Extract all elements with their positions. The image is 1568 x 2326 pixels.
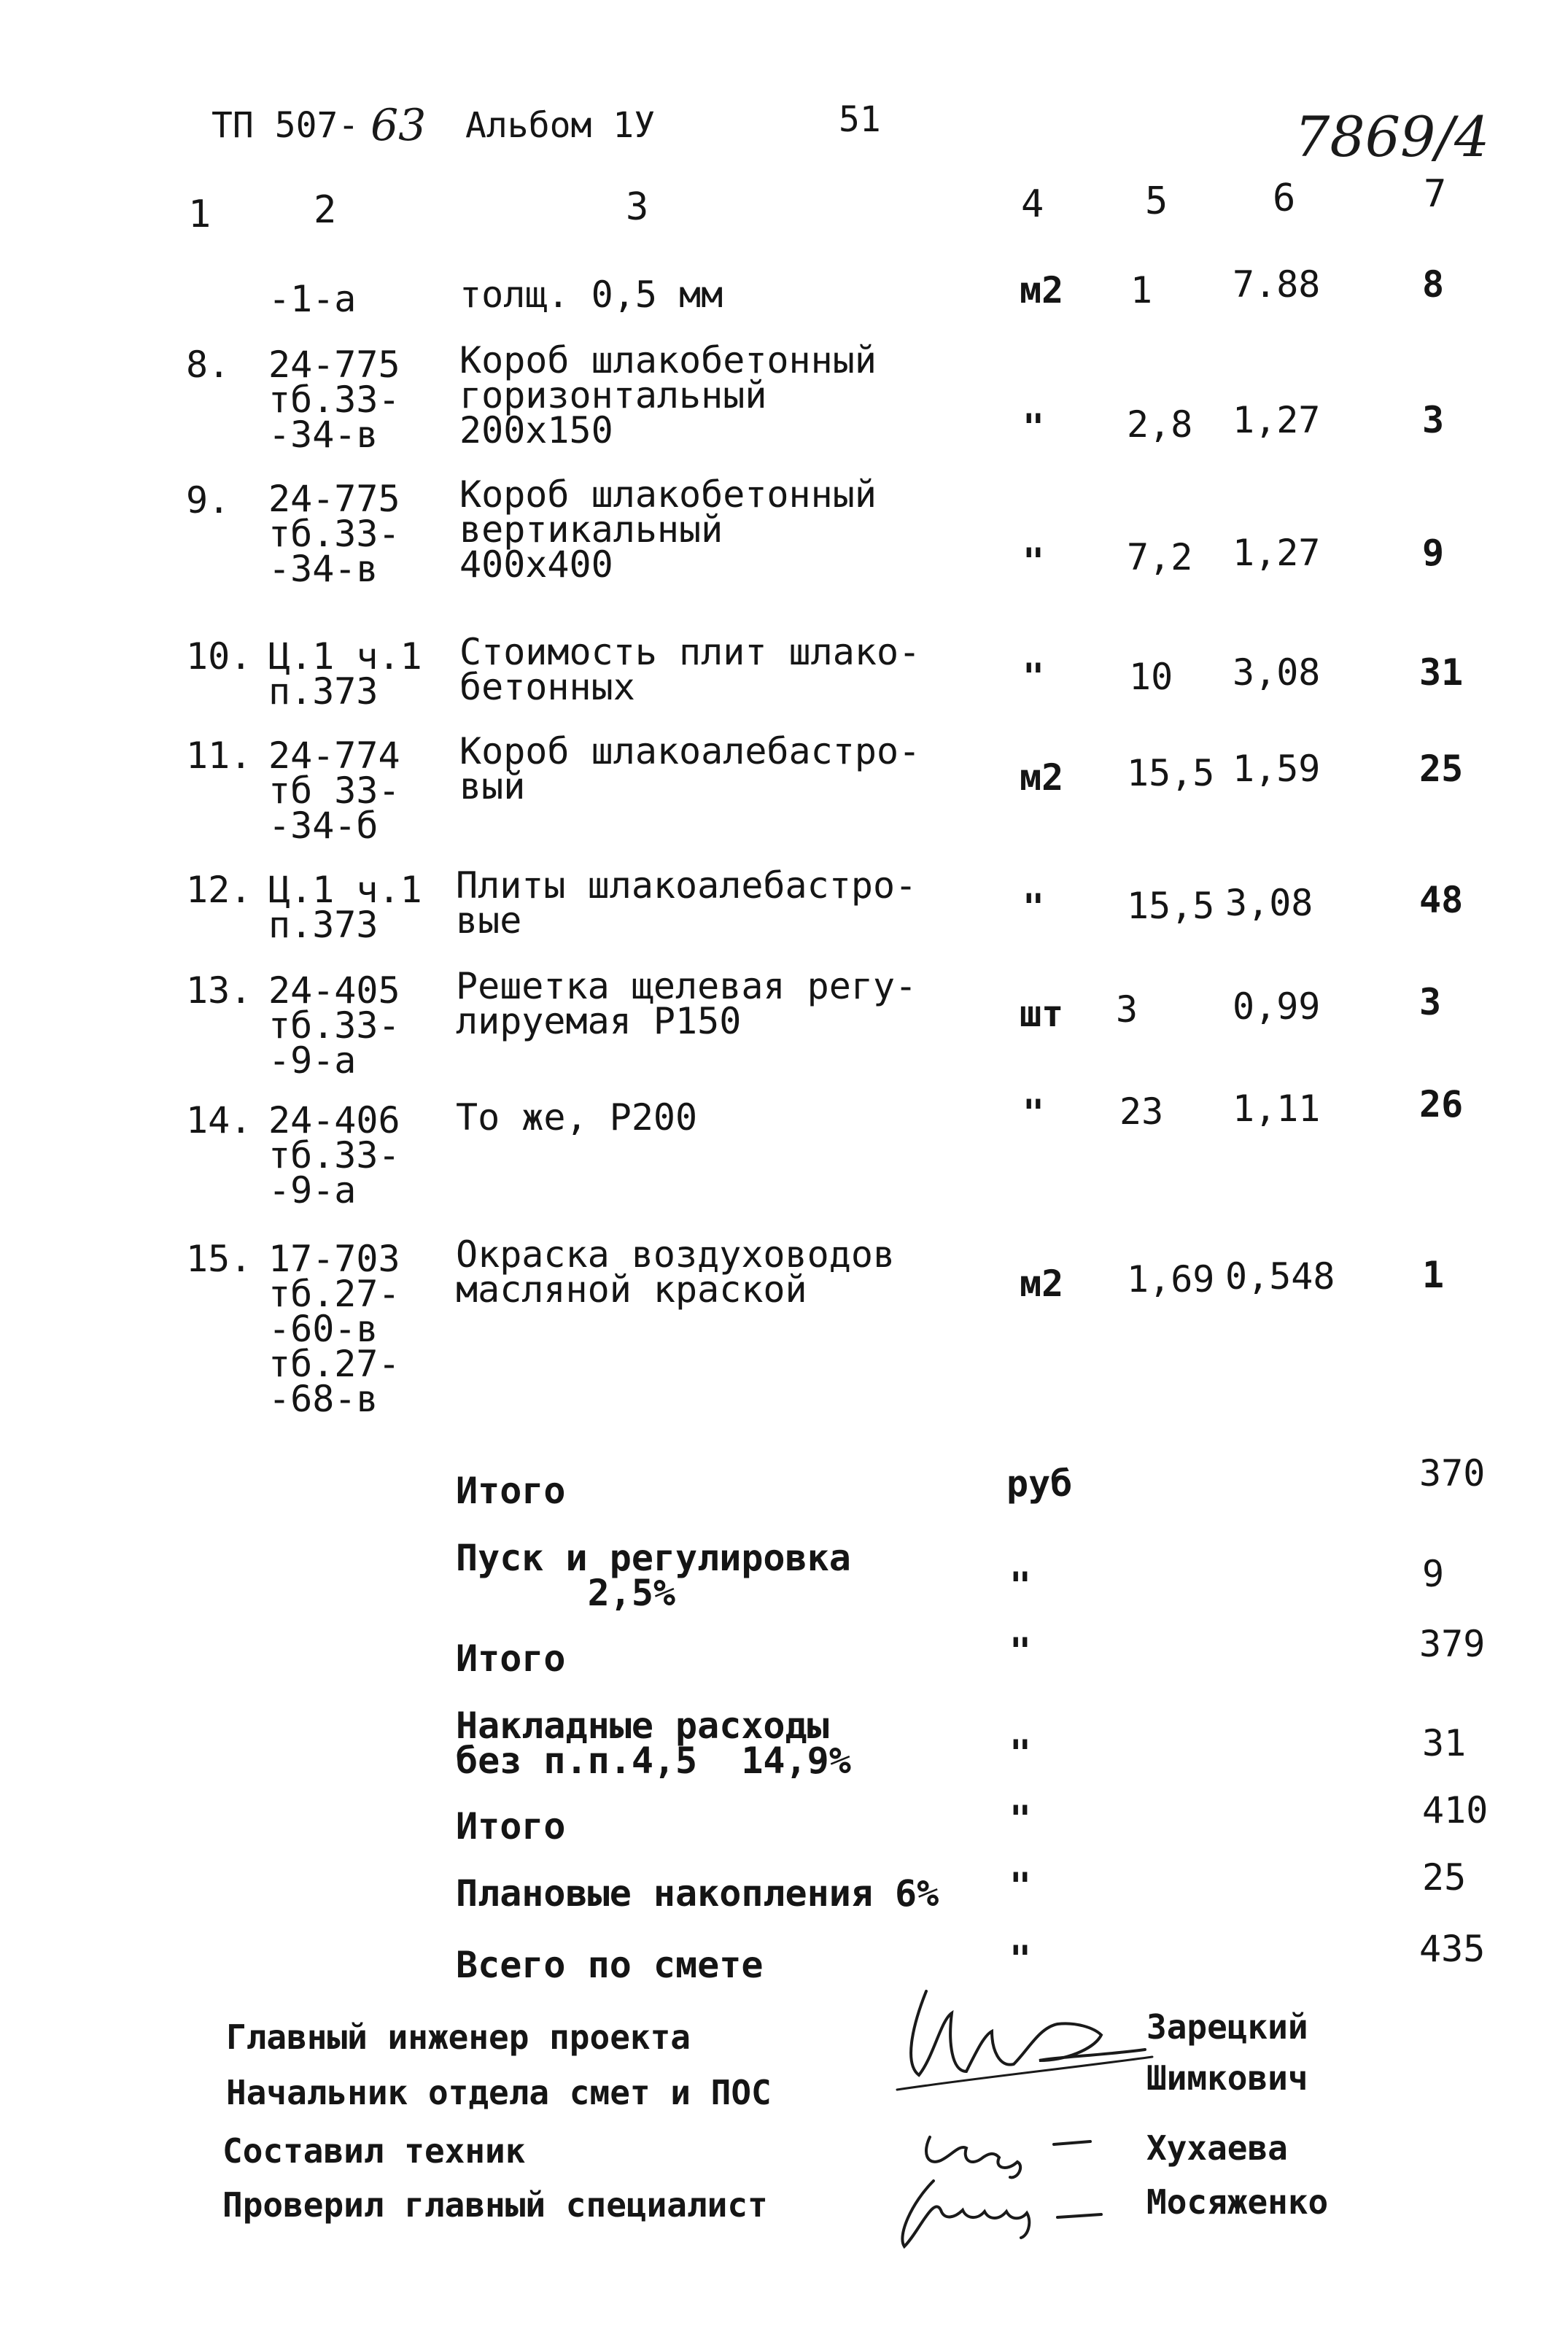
table-row-price: 1,27 xyxy=(1233,532,1321,574)
table-row-code: Ц.1 ч.1 п.373 xyxy=(268,635,422,713)
table-row-total: 31 xyxy=(1419,651,1464,694)
table-row-unit: м2 xyxy=(1020,269,1064,311)
column-header-5: 5 xyxy=(1145,179,1168,223)
table-row-number: 12. xyxy=(186,869,252,911)
table-row-total: 48 xyxy=(1419,879,1464,921)
table-row-code: 24-406 тб.33- -9-а xyxy=(268,1099,400,1212)
table-row-name: Плиты шлакоалебастро- вые xyxy=(456,864,917,942)
table-row-unit: м2 xyxy=(1020,756,1064,799)
table-row-number: 9. xyxy=(186,479,230,522)
table-row-number: 14. xyxy=(186,1099,252,1141)
table-row-qty: 10 xyxy=(1129,656,1173,698)
table-row-qty: 15,5 xyxy=(1127,752,1215,794)
column-header-7: 7 xyxy=(1424,172,1447,216)
album-title: Альбом 1У xyxy=(465,105,656,146)
table-row-price: 3,08 xyxy=(1233,651,1321,694)
total-label: Итого xyxy=(456,1470,566,1512)
table-row-unit: " xyxy=(1022,656,1045,698)
subtotal-2-label: Итого xyxy=(456,1805,566,1848)
table-row-name: Короб шлакобетонный горизонтальный 200х150 xyxy=(459,339,877,451)
doc-code: ТП 507- xyxy=(211,105,360,146)
table-row-code: 24-774 тб 33- -34-б xyxy=(268,734,400,847)
signature-role: Составил техник xyxy=(222,2131,526,2171)
table-row-total: 3 xyxy=(1422,399,1445,441)
table-row-code: -1-а xyxy=(268,278,357,320)
column-header-3: 3 xyxy=(626,185,649,229)
table-row-qty: 7,2 xyxy=(1127,536,1193,578)
column-header-2: 2 xyxy=(314,188,337,232)
table-row-name: Решетка щелевая регу- лируемая Р150 xyxy=(456,965,917,1042)
signature-role: Проверил главный специалист xyxy=(222,2185,768,2225)
table-row-qty: 15,5 xyxy=(1127,885,1215,927)
planned-savings-unit: " xyxy=(1009,1865,1032,1907)
table-row-code: 24-775 тб.33- -34-в xyxy=(268,344,400,456)
column-header-4: 4 xyxy=(1021,182,1044,226)
table-row-number: 8. xyxy=(186,344,230,386)
commissioning-value: 9 xyxy=(1422,1553,1445,1595)
commissioning-unit: " xyxy=(1009,1565,1032,1607)
grand-total-label: Всего по смете xyxy=(456,1944,764,1986)
total-value: 370 xyxy=(1419,1452,1486,1495)
table-row-price: 0,99 xyxy=(1233,985,1321,1028)
table-row-total: 26 xyxy=(1419,1083,1464,1125)
table-row-code: Ц.1 ч.1 п.373 xyxy=(268,869,422,946)
table-row-number: 15. xyxy=(186,1238,252,1280)
signature-name: Зарецкий xyxy=(1146,2007,1308,2047)
table-row-total: 8 xyxy=(1422,263,1445,306)
subtotal-label: Итого xyxy=(456,1637,566,1680)
column-header-1: 1 xyxy=(188,193,211,236)
table-row-price: 3,08 xyxy=(1225,882,1313,924)
doc-code-handwritten: 63 xyxy=(370,100,427,151)
grand-total-value: 435 xyxy=(1419,1928,1486,1970)
archive-number: 7869/4 xyxy=(1295,104,1490,169)
table-row-unit: " xyxy=(1022,1092,1045,1134)
table-row-qty: 1 xyxy=(1130,269,1153,311)
table-row-name: Короб шлакобетонный вертикальный 400х400 xyxy=(459,473,877,586)
handwritten-signature-specialist xyxy=(882,2166,1123,2254)
table-row-number: 11. xyxy=(186,734,252,777)
column-header-6: 6 xyxy=(1273,177,1296,220)
table-row-total: 3 xyxy=(1419,981,1442,1023)
signature-name: Шимкович xyxy=(1146,2058,1308,2098)
table-row-name: Короб шлакоалебастро- вый xyxy=(459,730,921,807)
table-row-unit: " xyxy=(1022,540,1045,583)
table-row-name: То же, Р200 xyxy=(456,1096,698,1139)
overhead-value: 31 xyxy=(1422,1722,1467,1764)
table-row-price: 1,11 xyxy=(1233,1088,1321,1130)
table-row-total: 9 xyxy=(1422,532,1445,574)
table-row-qty: 23 xyxy=(1119,1090,1164,1133)
subtotal-value: 379 xyxy=(1419,1623,1486,1665)
table-row-code: 24-405 тб.33- -9-а xyxy=(268,969,400,1082)
table-row-price: 7.88 xyxy=(1233,263,1321,306)
table-row-unit: м2 xyxy=(1020,1263,1064,1305)
table-row-price: 1,27 xyxy=(1233,399,1321,441)
table-row-unit: шт xyxy=(1020,993,1064,1035)
table-row-qty: 1,69 xyxy=(1127,1258,1215,1300)
table-row-qty: 3 xyxy=(1116,988,1138,1031)
table-row-code: 17-703 тб.27- -60-в тб.27- -68-в xyxy=(268,1238,400,1420)
overhead-unit: " xyxy=(1009,1732,1032,1775)
subtotal-2-unit: " xyxy=(1009,1798,1032,1840)
table-row-price: 1,59 xyxy=(1233,748,1321,790)
handwritten-signature-chief-engineer xyxy=(882,1969,1160,2093)
grand-total-unit: " xyxy=(1009,1938,1032,1980)
subtotal-2-value: 410 xyxy=(1422,1789,1489,1831)
signature-name: Хухаева xyxy=(1146,2128,1288,2168)
table-row-number: 10. xyxy=(186,635,252,678)
table-row-total: 1 xyxy=(1422,1254,1445,1296)
signature-role: Главный инженер проекта xyxy=(226,2017,691,2057)
table-row-qty: 2,8 xyxy=(1127,403,1193,446)
overhead-label: Накладные расходы без п.п.4,5 14,9% xyxy=(456,1705,851,1782)
table-row-code: 24-775 тб.33- -34-в xyxy=(268,478,400,590)
table-row-unit: " xyxy=(1022,406,1045,449)
table-row-name: толщ. 0,5 мм xyxy=(459,274,723,316)
subtotal-unit: " xyxy=(1009,1630,1032,1672)
planned-savings-value: 25 xyxy=(1422,1856,1467,1899)
table-row-number: 13. xyxy=(186,969,252,1012)
total-unit: руб xyxy=(1006,1462,1073,1505)
table-row-name: Стоимость плит шлако- бетонных xyxy=(459,631,921,708)
table-row-price: 0,548 xyxy=(1225,1255,1335,1298)
commissioning-label: Пуск и регулировка 2,5% xyxy=(456,1537,851,1614)
planned-savings-label: Плановые накопления 6% xyxy=(456,1872,939,1915)
table-row-name: Окраска воздуховодов масляной краской xyxy=(456,1233,896,1311)
signature-role: Начальник отдела смет и ПОС xyxy=(226,2073,772,2112)
signature-name: Мосяженко xyxy=(1146,2182,1329,2222)
table-row-total: 25 xyxy=(1419,748,1464,790)
table-row-unit: " xyxy=(1022,886,1045,929)
page-number: 51 xyxy=(839,99,881,140)
